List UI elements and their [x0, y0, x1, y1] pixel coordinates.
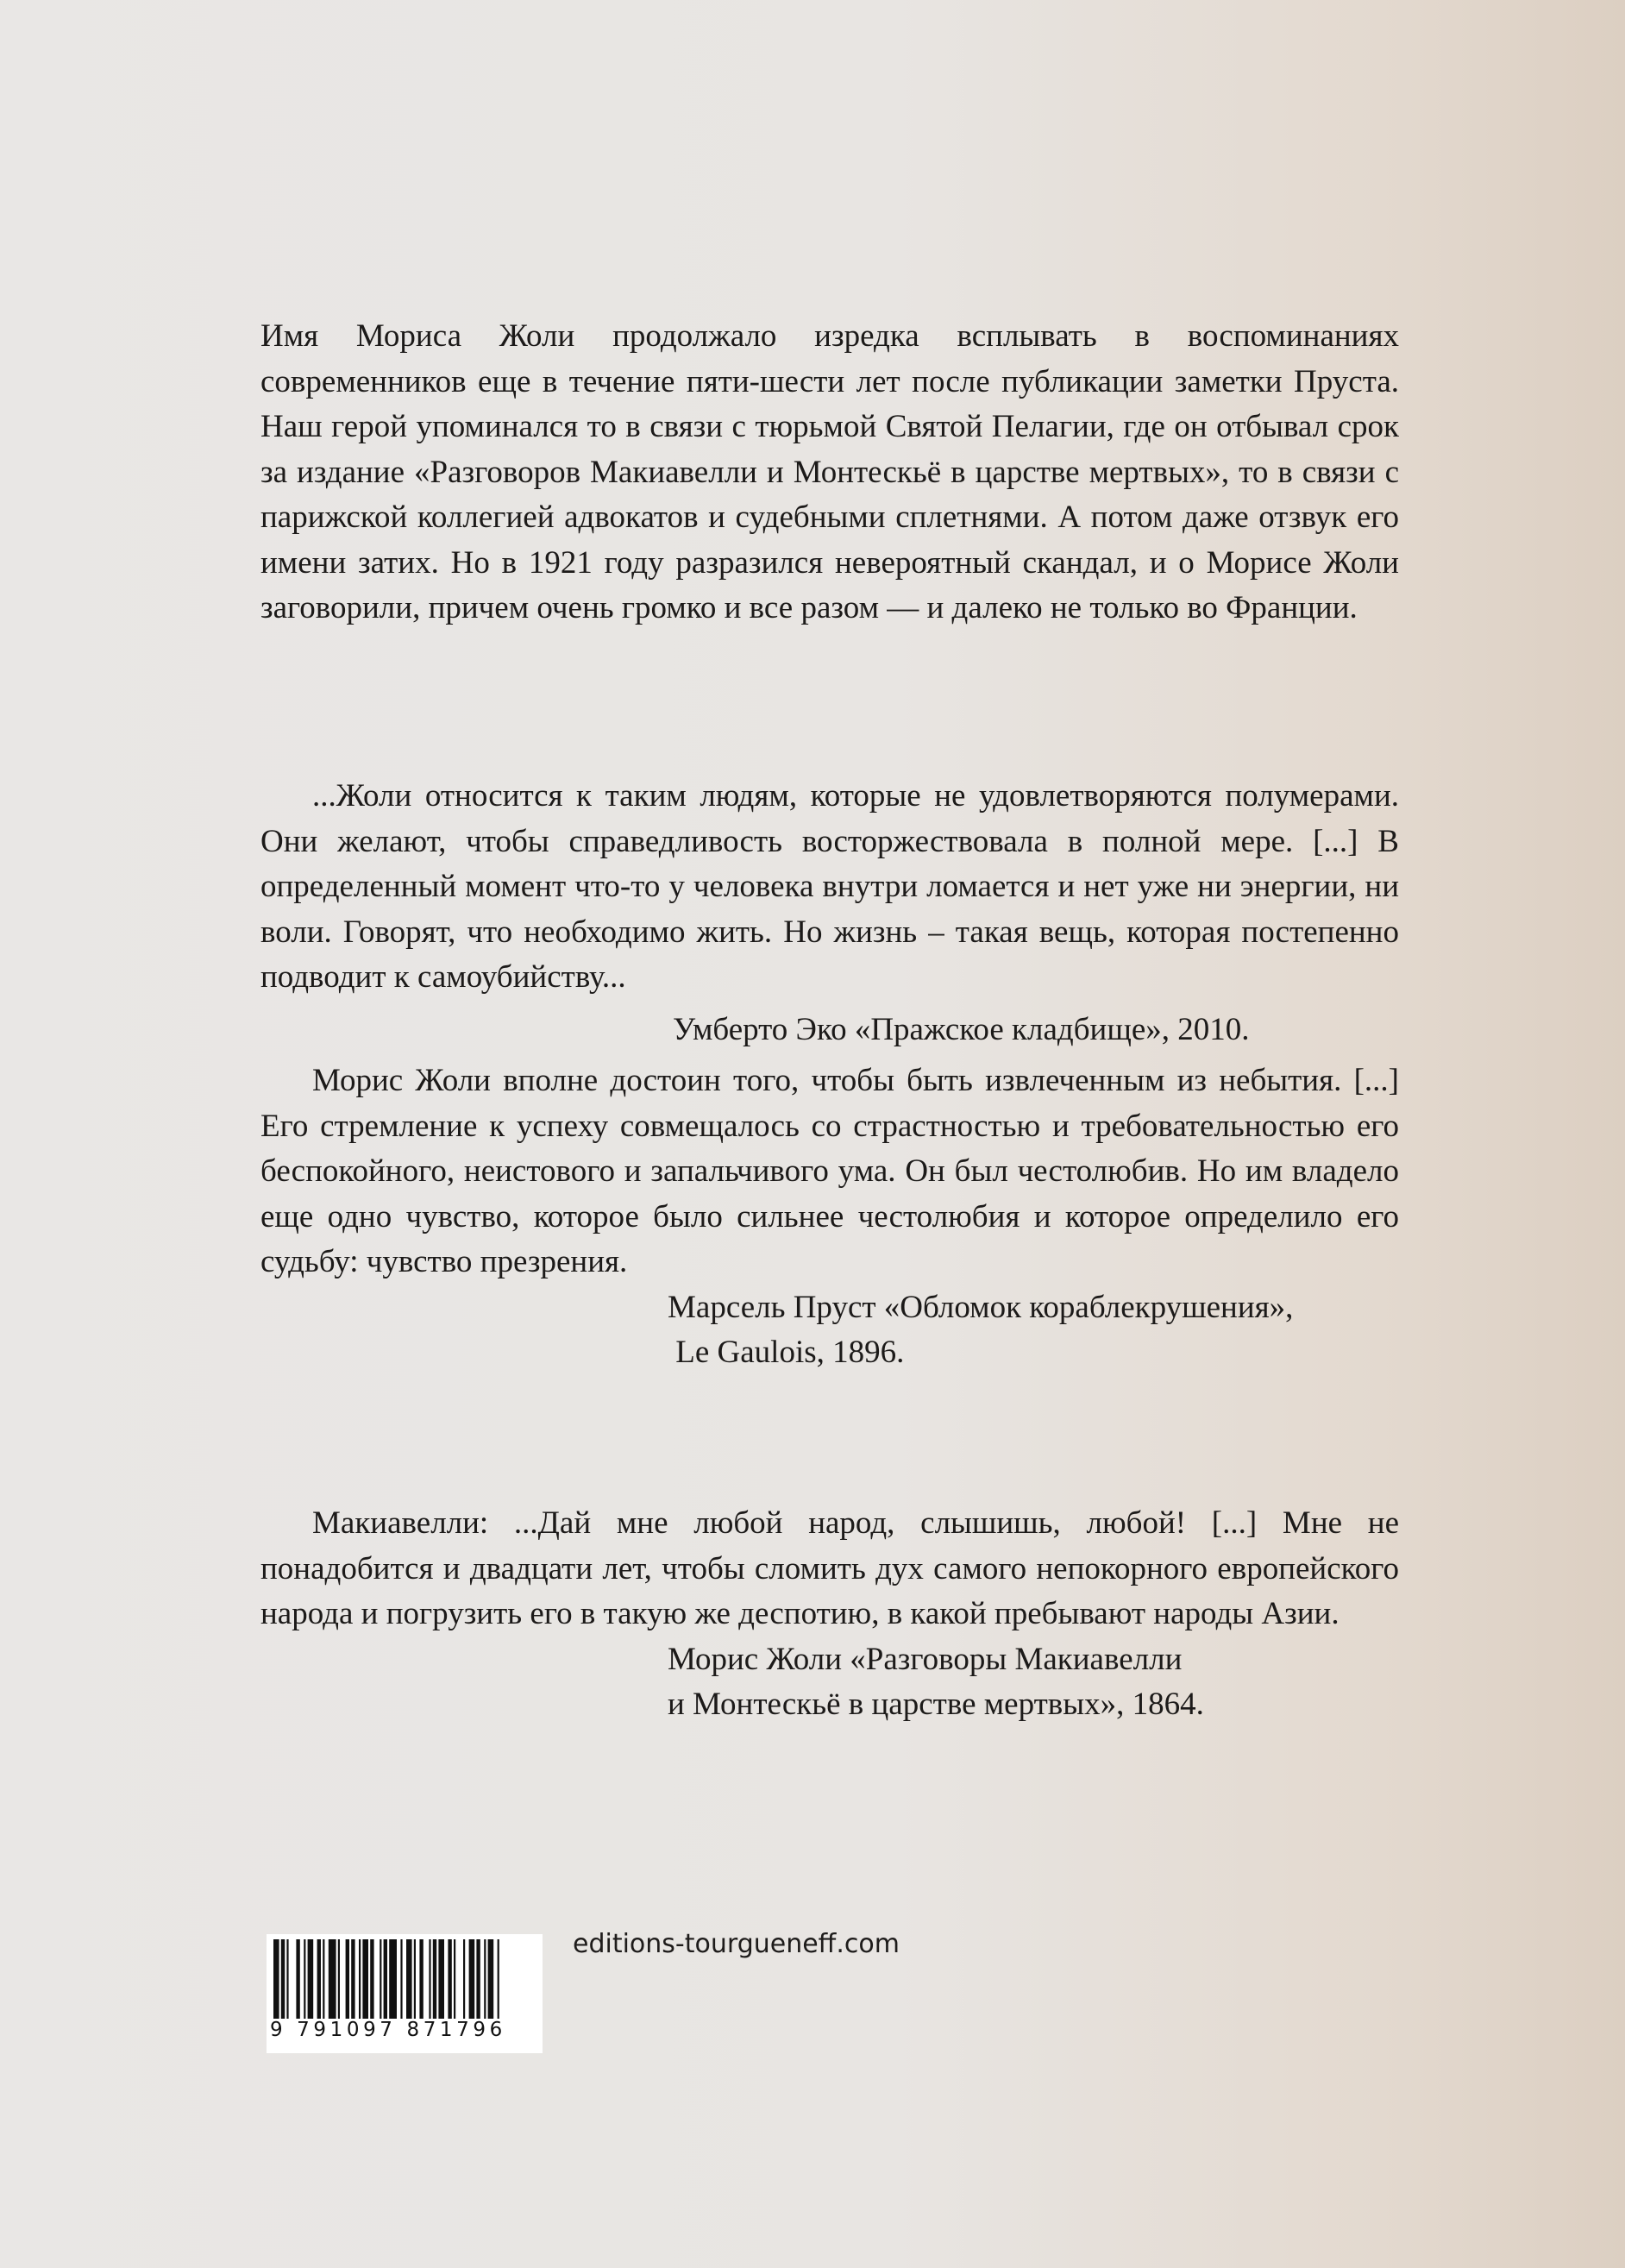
quote-proust — [260, 1059, 1399, 1376]
quote-source-line: и Монтескьё в царстве мертвых», 1864. — [668, 1687, 1204, 1722]
quote-source — [260, 1008, 1399, 1053]
quote-source-line: Le Gaulois, 1896. — [668, 1335, 905, 1370]
intro-text: Имя Мориса Жоли продолжало изредка всплывать в воспоминаниях современников еще в течение пяти-шести лет после публикации заметки Пруста. Наш герой упоминался то в связи с тюрьмой Святой Пелагии, где он отбывал срок за издание «Разговоров Макиавелли и Монтескьё в царстве мертвых», то в связи с парижской коллегией адвокатов и судебными сплетнями. А потом даже отзвук его имени затих. Но в 1921 году разразился невероятный скандал, и о Морисе Жоли заговорили, причем очень громко и все разом — и далеко не только во Франции. — [260, 318, 1399, 625]
quote-text: ...Жоли относится к таким людям, которые не удовлетворяются полумерами. Они желают, чтобы справедливость восторжествовала в полной мере. [...] В определенный момент что-то у человека внутри ломается и нет уже ни энергии, ни воли. Говорят, что необходимо жить. Но жизнь – такая вещь, которая постепенно подводит к самоубийству... — [260, 778, 1399, 995]
quote-text: Морис Жоли вполне достоин того, чтобы быть извлеченным из небытия. [...] Его стремление к успеху совмещалось со страстностью и требовательностью его беспокойного, неистового и запальчивого ума. Он был честолюбив. Но им владело еще одно чувство, которое было сильнее честолюбия и которое определило его судьбу: чувство презрения. — [260, 1063, 1399, 1279]
isbn-number: 9 791097 871796 — [270, 2019, 539, 2041]
quote-eco — [260, 774, 1399, 1052]
isbn-barcode — [267, 1934, 543, 2053]
quote-source-line: Умберто Эко «Пражское кладбище», 2010. — [673, 1011, 1250, 1047]
quote-source — [260, 1637, 1399, 1728]
intro-paragraph — [260, 314, 1399, 631]
quote-text: Макиавелли: ...Дай мне любой народ, слышишь, любой! [...] Мне не понадобится и двадцати лет, чтобы сломить дух самого непокорного европейского народа и погрузить его в такую же деспотию, в какой пребывают народы Азии. — [260, 1505, 1399, 1631]
quote-source-line: Морис Жоли «Разговоры Макиавелли — [668, 1641, 1183, 1677]
quote-source — [260, 1285, 1399, 1376]
publisher-website[interactable]: editions-tourgueneff.com — [573, 1929, 900, 1959]
quote-source-line: Марсель Пруст «Обломок кораблекрушения», — [668, 1289, 1294, 1325]
quote-joly — [260, 1501, 1399, 1728]
